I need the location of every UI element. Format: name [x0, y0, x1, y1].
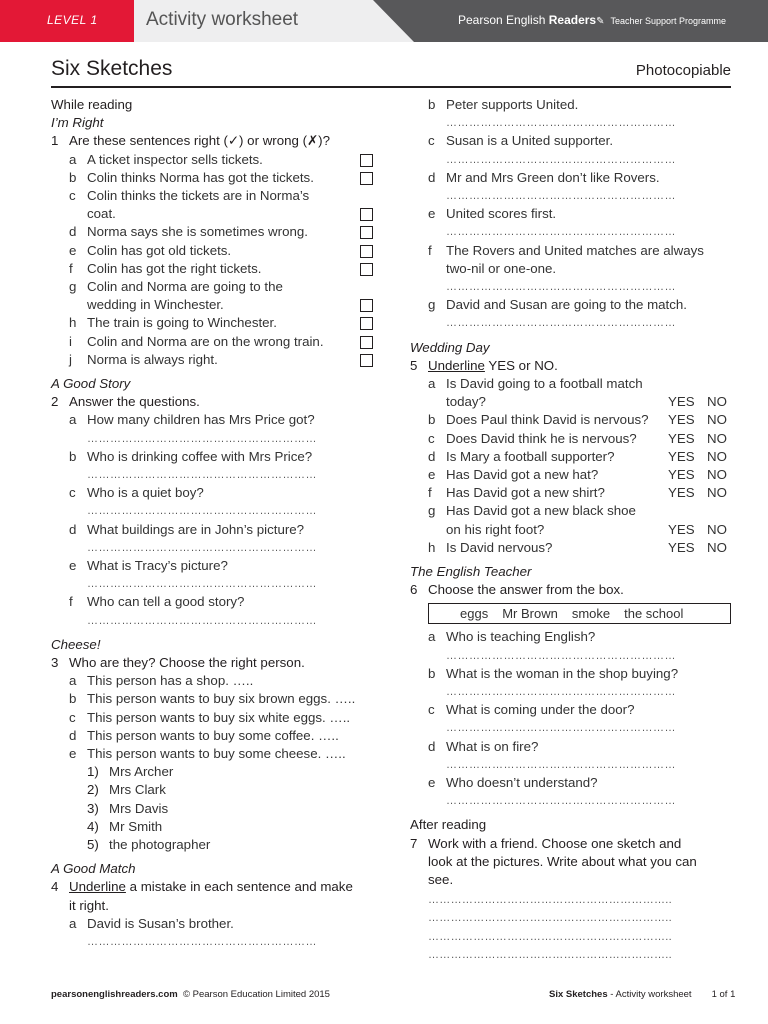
q5-item — [410, 466, 732, 484]
yes-option[interactable]: YES — [668, 485, 695, 501]
q1-items — [51, 151, 373, 369]
item-letter: a — [69, 673, 77, 689]
section-wedding-day: Wedding Day — [410, 339, 490, 355]
no-option[interactable]: NO — [707, 448, 727, 464]
person-number: 3) — [87, 800, 99, 816]
question-6: 6 Choose the answer from the box. — [410, 582, 624, 598]
no-option[interactable]: NO — [707, 466, 727, 482]
box-word: smoke — [571, 606, 611, 622]
writing-line: ……………………………………………………….. — [428, 948, 673, 961]
section-cheese: Cheese! — [51, 636, 101, 652]
person-number: 2) — [87, 782, 99, 798]
person-name: Mr Smith — [109, 818, 163, 834]
after-reading-heading: After reading — [410, 817, 487, 833]
item-letter: a — [428, 375, 436, 391]
no-option[interactable]: NO — [707, 485, 727, 501]
person-name: Mrs Davis — [109, 800, 169, 816]
answer-line[interactable]: …………………………………………………… — [446, 280, 676, 293]
item-letter: b — [428, 97, 436, 112]
writing-line: ……………………………………………………….. — [428, 930, 673, 943]
yes-option[interactable]: YES — [668, 394, 695, 410]
level-badge: LEVEL 1 — [0, 0, 134, 42]
person-name: the photographer — [109, 837, 211, 853]
q1-item — [51, 169, 373, 187]
answer-line[interactable]: …………………………………………………… — [87, 469, 317, 482]
checkbox[interactable] — [360, 226, 373, 239]
item-letter: j — [69, 351, 72, 367]
item-letter: e — [428, 774, 436, 790]
person-option — [51, 800, 373, 818]
item-letter: c — [69, 709, 76, 725]
q6-item — [410, 701, 732, 719]
answer-line[interactable]: …………………………………………………… — [446, 722, 676, 735]
item-text: This person wants to buy six white eggs. ….. — [87, 709, 351, 725]
answer-line[interactable]: …………………………………………………… — [446, 685, 676, 698]
q3-item — [51, 745, 373, 763]
person-option — [51, 836, 373, 854]
item-text: Colin and Norma are going to the — [87, 279, 283, 295]
brand-name: Pearson English — [458, 13, 546, 27]
q4-item — [410, 242, 732, 260]
writing-line: ……………………………………………………….. — [428, 912, 673, 925]
answer-line[interactable]: …………………………………………………… — [446, 758, 676, 771]
question-7: 7 Work with a friend. Choose one sketch and — [410, 835, 682, 851]
item-letter: f — [69, 594, 73, 610]
right-column — [410, 96, 732, 964]
q1-item — [51, 151, 373, 169]
item-text: Has David got a new black shoe — [446, 503, 636, 519]
q1-item-cont: coat. — [51, 205, 373, 223]
item-letter: f — [69, 260, 73, 276]
item-text: Colin and Norma are on the wrong train. — [87, 333, 324, 349]
person-number: 5) — [87, 837, 99, 853]
answer-line[interactable]: …………………………………………………… — [87, 541, 317, 554]
q2-item — [51, 484, 373, 502]
brand-readers: Readers — [548, 13, 597, 27]
item-text: Is David going to a football match — [446, 375, 643, 391]
q1-item — [51, 278, 373, 296]
question-2: 2 Answer the questions. — [51, 394, 200, 410]
item-text: What is coming under the door? — [446, 702, 635, 718]
item-text: Peter supports United. — [446, 97, 579, 112]
answer-line[interactable]: …………………………………………………… — [446, 317, 676, 330]
item-letter: e — [69, 558, 77, 574]
item-letter: e — [428, 466, 436, 482]
item-letter: d — [69, 224, 77, 240]
checkbox[interactable] — [360, 245, 373, 258]
item-letter: a — [69, 151, 77, 167]
item-text: What is Tracy’s picture? — [87, 558, 228, 574]
q2-item — [51, 557, 373, 575]
q5-item — [410, 448, 732, 466]
section-english-teacher: The English Teacher — [410, 563, 532, 579]
q1-item — [51, 314, 373, 332]
item-text: Susan is a United supporter. — [446, 133, 614, 149]
item-text: How many children has Mrs Price got? — [87, 412, 315, 428]
yes-option[interactable]: YES — [668, 539, 695, 555]
yes-option[interactable]: YES — [668, 448, 695, 464]
item-text: Mr and Mrs Green don’t like Rovers. — [446, 169, 660, 185]
item-text: This person wants to buy six brown eggs. ….. — [87, 691, 356, 707]
item-letter: h — [69, 315, 77, 331]
activity-title: Activity worksheet — [146, 9, 299, 30]
section-im-right: I’m Right — [51, 115, 104, 131]
item-text: Has David got a new shirt? — [446, 485, 605, 501]
q4-item — [410, 169, 732, 187]
footer-page: 1 of 1 — [711, 989, 736, 1000]
answer-line[interactable]: …………………………………………………… — [87, 432, 317, 445]
checkbox[interactable] — [360, 208, 373, 221]
q3-item — [51, 727, 373, 745]
writing-lines — [410, 891, 732, 964]
item-text: Does Paul think David is nervous? — [446, 412, 649, 428]
item-text: Colin thinks Norma has got the tickets. — [87, 169, 314, 185]
q1-item — [51, 260, 373, 278]
pen-icon: ✎ — [596, 16, 605, 27]
item-text: Colin has got the right tickets. — [87, 260, 262, 276]
q4-item — [410, 132, 732, 150]
item-letter: b — [428, 665, 436, 681]
item-letter: d — [69, 727, 77, 743]
answer-line[interactable]: …………………………………………………… — [446, 795, 676, 808]
question-7-cont2: see. — [428, 871, 454, 887]
footer-doc-type: - Activity worksheet — [610, 989, 692, 1000]
checkbox[interactable] — [360, 263, 373, 276]
item-letter: d — [69, 521, 77, 537]
box-word: the school — [624, 606, 684, 622]
question-4-cont: it right. — [69, 897, 109, 913]
item-text: Colin thinks the tickets are in Norma’s — [87, 188, 310, 204]
item-text: David and Susan are going to the match. — [446, 297, 687, 313]
item-letter: a — [428, 629, 436, 645]
checkbox[interactable] — [360, 336, 373, 349]
item-text: A ticket inspector sells tickets. — [87, 151, 263, 167]
item-text: Is Mary a football supporter? — [446, 448, 615, 464]
item-letter: e — [69, 242, 77, 258]
item-letter: g — [428, 297, 436, 313]
item-letter: a — [69, 412, 77, 428]
item-letter: d — [428, 169, 436, 185]
q6-item — [410, 774, 732, 792]
item-text: Does David think he is nervous? — [446, 430, 637, 446]
question-5: 5 Underline YES or NO. — [410, 357, 558, 373]
checkbox[interactable] — [360, 354, 373, 367]
checkbox[interactable] — [360, 172, 373, 185]
q5-items — [410, 375, 732, 557]
item-letter: e — [428, 206, 436, 222]
person-name: Mrs Clark — [109, 782, 166, 798]
item-letter: b — [428, 412, 436, 428]
title-rule — [51, 86, 731, 88]
no-option[interactable]: NO — [707, 521, 727, 537]
no-option[interactable]: NO — [707, 539, 727, 555]
q3-items — [51, 672, 373, 763]
person-name: Mrs Archer — [109, 764, 174, 780]
section-good-story: A Good Story — [51, 376, 131, 392]
item-text: David is Susan’s brother. — [87, 915, 234, 931]
answer-line[interactable]: …………………………………………………… — [87, 936, 317, 949]
brand-programme: Teacher Support Programme — [610, 16, 727, 26]
q3-item — [51, 672, 373, 690]
q3-people — [51, 763, 373, 854]
item-letter: a — [69, 915, 77, 931]
q4-items-left — [51, 915, 373, 951]
item-letter: b — [69, 169, 77, 185]
yes-option[interactable]: YES — [668, 521, 695, 537]
q2-item — [51, 593, 373, 611]
q5-item-cont: today? YES NO — [410, 393, 732, 411]
q4-item — [410, 296, 732, 314]
q2-item — [51, 411, 373, 429]
section-good-match: A Good Match — [51, 861, 136, 877]
left-column — [51, 96, 373, 951]
item-letter: c — [69, 485, 76, 501]
checkbox[interactable] — [360, 154, 373, 167]
item-letter: c — [428, 702, 435, 718]
answer-line[interactable]: …………………………………………………… — [446, 189, 676, 202]
answer-line[interactable]: …………………………………………………… — [446, 117, 676, 130]
footer-right — [549, 989, 735, 1000]
item-letter: i — [69, 333, 72, 349]
item-text: This person has a shop. ….. — [87, 673, 254, 689]
item-text: Who can tell a good story? — [87, 594, 245, 610]
photocopiable-label: Photocopiable — [635, 62, 731, 79]
no-option[interactable]: NO — [707, 412, 727, 428]
item-text: The train is going to Winchester. — [87, 315, 277, 331]
item-text: Colin has got old tickets. — [87, 242, 232, 258]
checkbox[interactable] — [360, 317, 373, 330]
yes-option[interactable]: YES — [668, 430, 695, 446]
item-letter: c — [428, 430, 435, 446]
person-option — [51, 818, 373, 836]
box-word: eggs — [460, 606, 489, 622]
q5-item-cont: on his right foot? YES NO — [410, 521, 732, 539]
q5-item — [410, 430, 732, 448]
q2-items — [51, 411, 373, 629]
answer-line[interactable]: …………………………………………………… — [446, 649, 676, 662]
person-option — [51, 763, 373, 781]
q1-item — [51, 187, 373, 205]
item-letter: g — [428, 503, 436, 519]
q5-item — [410, 539, 732, 557]
word-box — [428, 603, 731, 624]
item-letter: c — [69, 188, 76, 204]
item-letter: h — [428, 539, 436, 555]
item-letter: d — [428, 738, 436, 754]
footer-doc: Six Sketches — [549, 989, 608, 1000]
box-word: Mr Brown — [502, 606, 558, 622]
q6-items — [410, 628, 732, 810]
item-letter: e — [69, 746, 77, 762]
person-number: 4) — [87, 818, 99, 834]
answer-line[interactable]: …………………………………………………… — [87, 614, 317, 627]
item-letter: g — [69, 279, 77, 295]
item-letter: b — [69, 448, 77, 464]
item-text: What is the woman in the shop buying? — [446, 665, 679, 681]
q5-item — [410, 484, 732, 502]
yes-option[interactable]: YES — [668, 466, 695, 482]
item-text: Who is teaching English? — [446, 629, 596, 645]
question-4: 4 Underline a mistake in each sentence and make — [51, 879, 353, 895]
item-text: Who doesn’t understand? — [446, 774, 598, 790]
question-7-cont: look at the pictures. Write about what you can — [428, 853, 697, 869]
q5-item — [410, 411, 732, 429]
q3-item — [51, 709, 373, 727]
q4-items-right — [410, 96, 732, 333]
q4-item — [410, 205, 732, 223]
item-letter: d — [428, 448, 436, 464]
q6-item — [410, 738, 732, 756]
item-text: United scores first. — [446, 206, 557, 222]
no-option[interactable]: NO — [707, 430, 727, 446]
question-3: 3 Who are they? Choose the right person. — [51, 655, 305, 670]
q5-item — [410, 375, 732, 393]
q5-item — [410, 502, 732, 520]
item-letter: f — [428, 242, 432, 258]
item-letter: f — [428, 485, 432, 501]
item-text: Who is a quiet boy? — [87, 485, 204, 501]
item-text: Norma says she is sometimes wrong. — [87, 224, 308, 240]
q6-item — [410, 628, 732, 646]
brand — [458, 13, 726, 27]
footer-site: pearsonenglishreaders.com — [51, 989, 178, 1000]
q6-item — [410, 665, 732, 683]
answer-line[interactable]: …………………………………………………… — [446, 226, 676, 239]
no-option[interactable]: NO — [707, 394, 727, 410]
yes-option[interactable]: YES — [668, 412, 695, 428]
person-option — [51, 781, 373, 799]
item-text: Norma is always right. — [87, 351, 218, 367]
q4-item-cont: two-nil or one-one. — [446, 260, 557, 276]
answer-line[interactable]: …………………………………………………… — [87, 578, 317, 591]
checkbox[interactable] — [360, 299, 373, 312]
answer-line[interactable]: …………………………………………………… — [87, 505, 317, 518]
footer-copyright: © Pearson Education Limited 2015 — [183, 989, 330, 1000]
item-text: This person wants to buy some coffee. ….. — [87, 727, 339, 743]
item-text: Is David nervous? — [446, 539, 553, 555]
writing-line: ……………………………………………………….. — [428, 894, 673, 907]
while-reading-heading: While reading — [51, 97, 133, 112]
q4-item — [410, 96, 732, 114]
q2-item — [51, 448, 373, 466]
q1-item — [51, 223, 373, 241]
q1-item — [51, 333, 373, 351]
q3-item — [51, 690, 373, 708]
q1-item — [51, 351, 373, 369]
q4-item — [51, 915, 373, 933]
person-number: 1) — [87, 764, 99, 780]
item-text: What is on fire? — [446, 738, 539, 754]
item-letter: c — [428, 133, 435, 149]
item-text: Has David got a new hat? — [446, 466, 599, 482]
item-text: What buildings are in John’s picture? — [87, 521, 305, 537]
footer — [51, 989, 736, 1000]
question-1: 1 Are these sentences right (✓) or wrong (✗)? — [51, 133, 330, 149]
q1-item — [51, 242, 373, 260]
item-text: The Rovers and United matches are always — [446, 242, 704, 258]
page-title: Six Sketches — [51, 57, 173, 80]
q2-item — [51, 521, 373, 539]
item-text: Who is drinking coffee with Mrs Price? — [87, 448, 313, 464]
item-letter: b — [69, 691, 77, 707]
answer-line[interactable]: …………………………………………………… — [446, 153, 676, 166]
q1-item-cont: wedding in Winchester. — [51, 296, 373, 314]
item-text: This person wants to buy some cheese. ….. — [87, 746, 346, 762]
